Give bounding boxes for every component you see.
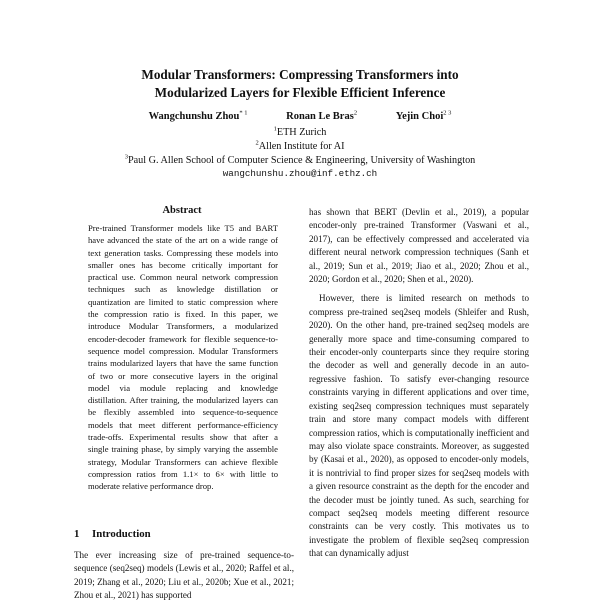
author-email: wangchunshu.zhou@inf.ethz.ch: [222, 168, 378, 179]
right-paragraph-2: However, there is limited research on methods to compress pre-trained seq2seq models (Shleifer and Rush, 2020). On the other hand, pre-trained seq2seq models are generally more space and time-consuming compared to their encoder-only counterparts since they require storing the decoder as well and generally decode in an auto-regressive fashion. To satisfy ever-changing resource constraints varying in different applications and over time, existing seq2seq compression techniques must separately train and store many compact models with different compression ratios, which is computationally inefficient and may also violate space constraints. Moreover, as suggested by (Kasai et al., 2020), as opposed to encoder-only models, it is nontrivial to find proper sizes for seq2seq models with a given resource constraint as the depth for the encoder and the decoder must be jointly tuned. As such, searching for compact seq2seq models meeting different resource constraints can be very costly. This motivates us to investigate the problem of flexible seq2seq compression that can dynamically adjust: [309, 293, 529, 559]
affiliation-1: [0, 126, 600, 139]
author-1: [149, 110, 248, 124]
right-column: [309, 206, 529, 561]
right-paragraph-1: has shown that BERT (Devlin et al., 2019), a popular encoder-only pre-trained Transformer (Vaswani et al., 2017), can be effectively compressed and accelerated via different neural network compression techniques (Sanh et al., 2019; Sun et al., 2019; Jiao et al., 2020; Zhou et al., 2020; Gordon et al., 2020; Shen et al., 2020).: [309, 207, 529, 285]
introduction-text: The ever increasing size of pre-trained sequence-to-sequence (seq2seq) models (Lewis et al., 2020; Raffel et al., 2019; Zhang et al., 2020; Liu et al., 2020b; Xue et al., 2021; Zhou et al., 2021) has supported: [74, 550, 294, 601]
affiliation-2: [0, 140, 600, 153]
affiliation-sup: 1: [273, 125, 277, 133]
author-name: Yejin Choi: [395, 111, 444, 122]
section-number: 1: [74, 528, 80, 540]
affiliation-sup: 3: [124, 153, 128, 161]
author-name: Ronan Le Bras: [286, 111, 354, 122]
affiliation-text: ETH Zurich: [276, 127, 327, 138]
title-line-1: Modular Transformers: Compressing Transformers into: [141, 67, 459, 82]
affiliation-text: Allen Institute for AI: [258, 141, 345, 152]
author-2: [286, 110, 357, 124]
abstract-text: Pre-trained Transformer models like T5 and BART have advanced the state of the art on a wide range of text generation tasks. Compressing these models into smaller ones has become critically important for practical use. Common neural network compression techniques such as knowledge distillation or quantization are limited to static compression where the compression ratio is fixed. In this paper, we introduce Modular Transformers, a modularized encoder-decoder framework for flexible sequence-to-sequence model compression. Modular Transformers trains modularized layers that have the same function of two or more consecutive layers in the original model via module replacing and knowledge distillation. After training, the modularized layers can be flexibly assembled into sequence-to-sequence models that meet different performance-efficiency trade-offs. Experimental results show that after a single training phase, by simply varying the assemble strategy, Modular Transformers can achieve flexible compression ratios from 1.1× to 6× with little to moderate relative performance drop.: [88, 223, 278, 492]
affiliation-text: Paul G. Allen School of Computer Science & Engineering, University of Washington: [127, 155, 476, 166]
affiliation-sup: 2: [255, 139, 259, 147]
author-list: [0, 110, 600, 124]
section-title: Introduction: [92, 528, 151, 540]
author-sup: 2: [353, 109, 358, 117]
paper-title: [0, 66, 600, 102]
affiliation-3: [0, 154, 600, 167]
author-name: Wangchunshu Zhou: [148, 111, 240, 122]
abstract-heading: Abstract: [162, 205, 202, 216]
author-sup: 2 3: [443, 109, 452, 117]
section-heading-introduction: [74, 528, 151, 540]
author-sup: * 1: [239, 109, 248, 117]
title-line-2: Modularized Layers for Flexible Efficient Inference: [154, 85, 446, 100]
author-3: [396, 110, 452, 124]
